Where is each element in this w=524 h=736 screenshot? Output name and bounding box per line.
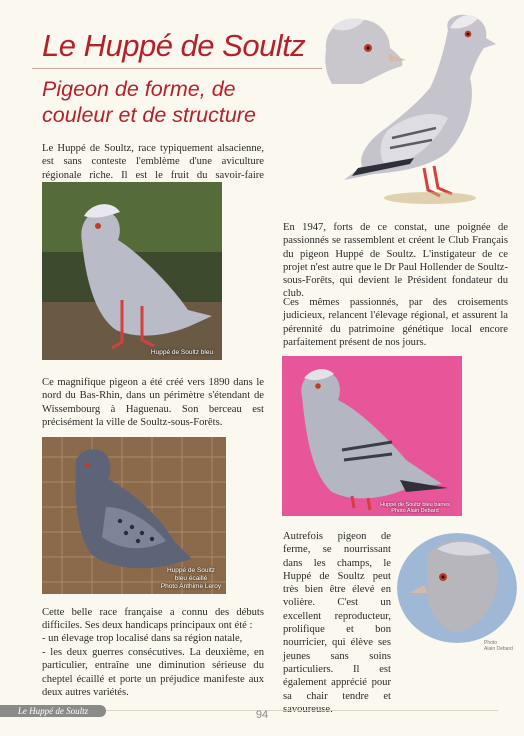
history-paragraph: Ce magnifique pigeon a été créé vers 1890 dans le nord du Bas-Rhin, dans un périmètre s'étendant de Wissembourg à Haguenau. Son berceau est précisément la ville de Soultz-sous-Forêts. (42, 377, 264, 428)
caption-scaled-line-3: Photo Anthime Leroy (160, 583, 222, 590)
title-underline (32, 68, 322, 69)
club-paragraph: En 1947, forts de ce constat, une poignée de passionnés se rassemblent et créent le Club Français du pigeon Huppé de Soultz. L'instigateur de ce projet n'est autre que le Dr Paul Hollender de Soultz-sous-Forêts, qui devient le Président fondateur du club. (283, 222, 508, 300)
difficulties-intro-paragraph: Cette belle race française a connu des débuts difficiles. Ses deux handicaps principaux ont été : (42, 607, 264, 632)
caption-pink-line-2: Photo Alain Debard (391, 508, 439, 514)
illustrated-head-study (325, 18, 406, 84)
caption-photo-blue: Huppé de Soultz bleu (150, 349, 214, 356)
footer-rule (106, 710, 498, 711)
photo-head-closeup (397, 533, 517, 643)
footer-section-tab: Le Huppé de Soultz (0, 705, 106, 717)
difficulty-item-2: - les deux guerres consécutives. La deuxième, en particulier, entraîne une diminution sérieuse du cheptel écaillé et porte un préjudice manifeste aux deux autres variétés. (42, 647, 264, 698)
breeders-paragraph: Ces mêmes passionnés, par des croisements judicieux, relancent l'élevage régional, et assurent la pérennité du patrimoine génétique local encore parfaitement présent de nos jours. (283, 297, 508, 348)
photo-scaled-pigeon (42, 437, 226, 594)
photo-pink-backdrop-pigeon (282, 356, 462, 516)
caption-head-photo (484, 640, 514, 652)
caption-photo-scaled (156, 567, 226, 591)
pigeon-illustration (318, 10, 518, 215)
difficulty-item-1: - un élevage trop localisé dans sa région natale, (42, 633, 243, 644)
intro-paragraph: Le Huppé de Soultz, race typiquement alsacienne, est sans conteste l'emblème d'une aviculture régionale riche. Il est le fruit du savoir-faire (42, 143, 264, 181)
caption-scaled-line-1: Huppé de Soultz (166, 567, 216, 574)
farm-paragraph: Autrefois pigeon de ferme, se nourrissant dans les champs, le Huppé de Soultz peut très bien être élevé en volière. C'est un excellent reproducteur, prolifique et bon nourricier, qui élève ses jeunes sans soins particuliers. Il est également apprécié pour sa chair tendre et (283, 531, 391, 702)
caption-head-line-1: Photo (484, 640, 498, 646)
page-number: 94 (255, 709, 269, 721)
caption-photo-pink (368, 502, 462, 514)
caption-head-line-2: Alain Debard (484, 646, 513, 652)
page-title: Le Huppé de Soultz (42, 28, 306, 63)
photo-blue-pigeon (42, 182, 222, 360)
page-subtitle: Pigeon de forme, de couleur et de structure (42, 77, 256, 127)
caption-pink-line-1: Huppé de Soultz bleu barres (380, 502, 450, 508)
caption-scaled-line-2: bleu écaillé (174, 575, 208, 582)
